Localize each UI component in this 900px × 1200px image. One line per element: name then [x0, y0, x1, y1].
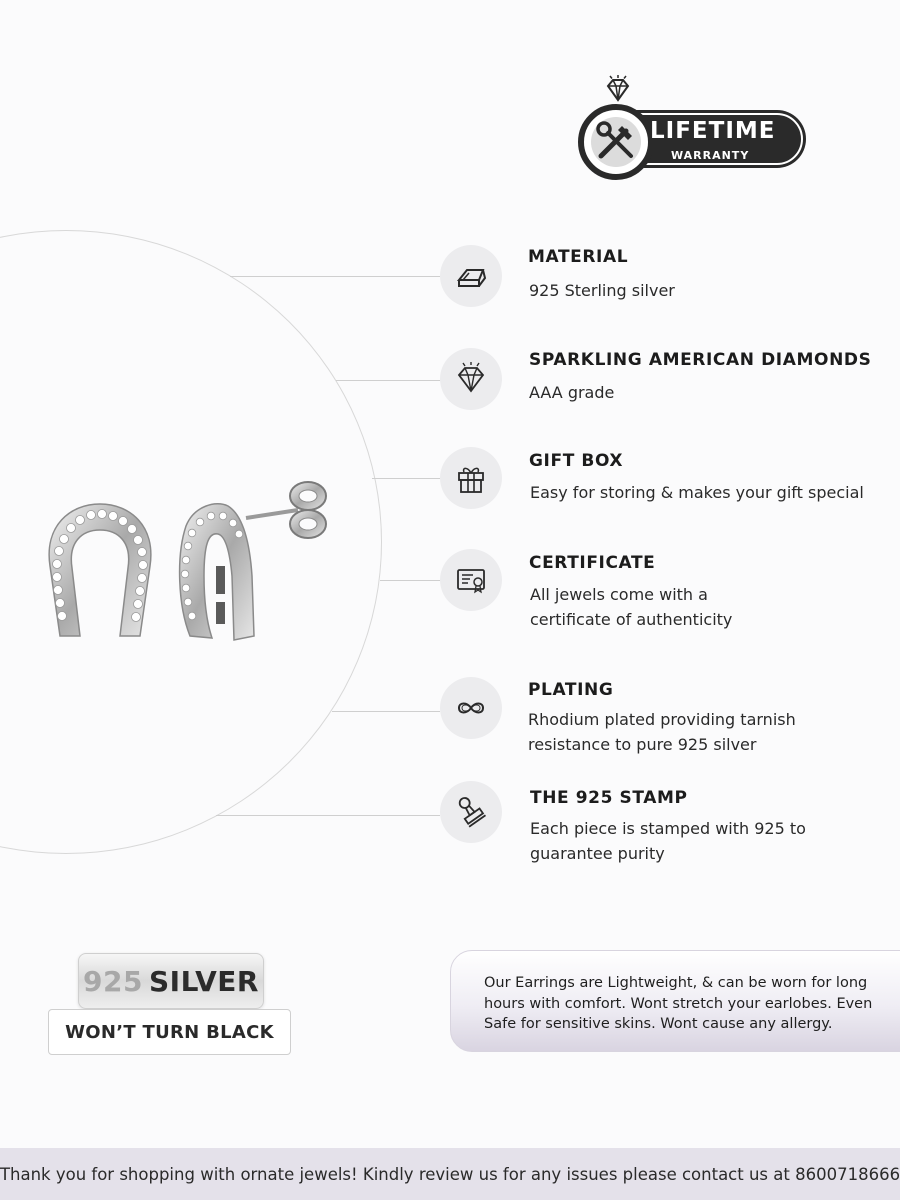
feature-desc: Easy for storing & makes your gift special: [530, 483, 864, 502]
feature-desc: All jewels come with a certificate of authenticity: [530, 585, 733, 629]
certificate-icon: [440, 549, 502, 611]
connector-line: [230, 276, 440, 277]
wont-turn-black-label: WON’T TURN BLACK: [48, 1009, 291, 1055]
silver-number: 925: [83, 964, 143, 998]
connector-line: [380, 580, 440, 581]
silver-word: SILVER: [149, 964, 259, 998]
feature-desc: 925 Sterling silver: [529, 281, 675, 300]
badge-line2: WARRANTY: [671, 149, 750, 162]
feature-title: PLATING: [528, 680, 614, 700]
info-text: Our Earrings are Lightweight, & can be worn for long hours with comfort. Wont stretch your earlobes. Even Safe for sensitive skins. Wont cause any allergy.: [484, 975, 873, 1032]
tools-icon: [578, 104, 654, 180]
lifetime-warranty-badge: [578, 74, 810, 186]
connector-line: [372, 478, 440, 479]
earrings-image: [40, 476, 335, 646]
lightweight-info-box: [450, 950, 900, 1052]
feature-desc: AAA grade: [529, 383, 615, 402]
feature-title: CERTIFICATE: [529, 553, 656, 573]
diamond-icon: [602, 74, 634, 106]
connector-line: [216, 815, 440, 816]
feature-title: GIFT BOX: [529, 451, 624, 471]
feature-desc: Each piece is stamped with 925 to guarantee purity: [530, 819, 806, 863]
footer-banner: [0, 1148, 900, 1200]
feature-title: THE 925 STAMP: [530, 788, 688, 808]
silver-bar-icon: [440, 245, 502, 307]
badge-line1: LIFETIME: [650, 118, 776, 144]
infinity-icon: [440, 677, 502, 739]
silver-badge: [78, 953, 264, 1009]
diamond-icon: [440, 348, 502, 410]
connector-line: [332, 711, 440, 712]
footer-text: Thank you for shopping with ornate jewels! Kindly review us for any issues please contact us at 8600718666: [0, 1164, 900, 1184]
feature-desc: Rhodium plated providing tarnish resistance to pure 925 silver: [528, 710, 796, 754]
feature-title: SPARKLING AMERICAN DIAMONDS: [529, 350, 872, 370]
gift-box-icon: [440, 447, 502, 509]
stamp-icon: [440, 781, 502, 843]
feature-title: MATERIAL: [528, 247, 629, 267]
connector-line: [336, 380, 440, 381]
